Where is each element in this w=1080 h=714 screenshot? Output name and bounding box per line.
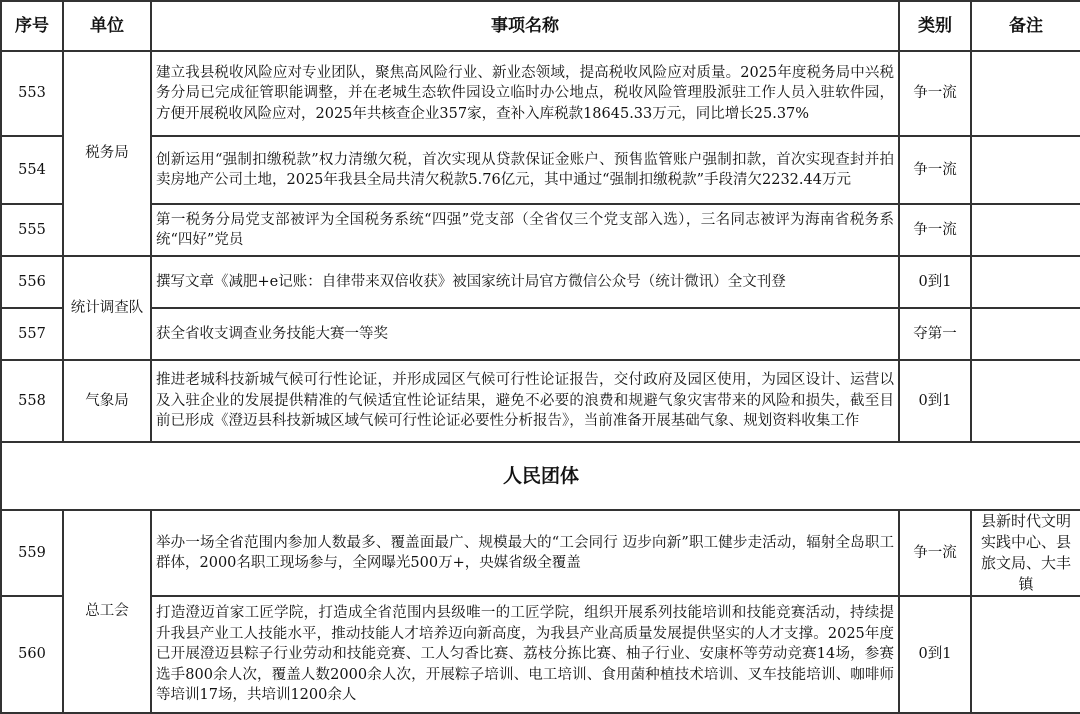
row-category: 争一流 [899, 510, 971, 596]
table-row [1, 596, 1080, 713]
row-remark [971, 596, 1080, 713]
header-remark: 备注 [971, 1, 1080, 51]
row-remark [971, 51, 1080, 136]
row-category: 争一流 [899, 204, 971, 256]
row-remark [971, 136, 1080, 204]
table-row [1, 51, 1080, 136]
row-item: 打造澄迈首家工匠学院，打造成全省范围内县级唯一的工匠学院，组织开展系列技能培训和技能竞赛活动，持续提升我县产业工人技能水平，推动技能人才培养迈向新高度，为我县产业高质量发展提供坚实的人才支撑。2025年度已开展澄迈县粽子行业劳动和技能竞赛、工人匀香比赛、荔枝分拣比赛、柚子行业、安康杯等劳动竞赛14场，参赛选手800余人次，覆盖人数2000余人次，开展粽子培训、电工培训、食用菌种植技术培训、叉车技能培训、咖啡师等培训17场，共培训1200余人 [151, 596, 899, 713]
row-item: 第一税务分局党支部被评为全国税务系统“四强”党支部（全省仅三个党支部入选），三名同志被评为海南省税务系统“四好”党员 [151, 204, 899, 256]
header-item: 事项名称 [151, 1, 899, 51]
row-no: 557 [1, 308, 63, 360]
row-item: 获全省收支调查业务技能大赛一等奖 [151, 308, 899, 360]
table-row [1, 204, 1080, 256]
row-remark [971, 308, 1080, 360]
table-row [1, 136, 1080, 204]
row-remark: 县新时代文明实践中心、县旅文局、大丰镇 [971, 510, 1080, 596]
header-category: 类别 [899, 1, 971, 51]
row-item: 撰写文章《减肥+e记账：自律带来双倍收获》被国家统计局官方微信公众号（统计微讯）全文刊登 [151, 256, 899, 308]
row-no: 556 [1, 256, 63, 308]
unit-cell: 统计调查队 [63, 256, 151, 360]
header-no: 序号 [1, 1, 63, 51]
header-unit: 单位 [63, 1, 151, 51]
row-no: 559 [1, 510, 63, 596]
table-row [1, 510, 1080, 596]
row-category: 0到1 [899, 360, 971, 442]
row-category: 0到1 [899, 596, 971, 713]
row-item: 创新运用“强制扣缴税款”权力清缴欠税，首次实现从贷款保证金账户、预售监管账户强制扣款，首次实现查封并拍卖房地产公司土地，2025年我县全局共清欠税款5.76亿元，其中通过“强制扣缴税款”手段清欠2232.44万元 [151, 136, 899, 204]
row-no: 554 [1, 136, 63, 204]
row-category: 争一流 [899, 51, 971, 136]
table-row [1, 308, 1080, 360]
unit-cell: 税务局 [63, 51, 151, 256]
row-item: 推进老城科技新城气候可行性论证，并形成园区气候可行性论证报告，交付政府及园区使用，为园区设计、运营以及入驻企业的发展提供精准的气候适宜性论证结果，避免不必要的浪费和规避气象灾害带来的风险和损失，截至目前已形成《澄迈县科技新城区域气候可行性论证必要性分析报告》，当前准备开展基础气象、规划资料收集工作 [151, 360, 899, 442]
row-remark [971, 204, 1080, 256]
header-row [1, 1, 1080, 51]
section-title: 人民团体 [1, 442, 1080, 510]
section-row [1, 442, 1080, 510]
row-no: 560 [1, 596, 63, 713]
row-category: 争一流 [899, 136, 971, 204]
table-row [1, 256, 1080, 308]
table-row [1, 360, 1080, 442]
row-no: 553 [1, 51, 63, 136]
row-no: 558 [1, 360, 63, 442]
row-remark [971, 360, 1080, 442]
row-item: 建立我县税收风险应对专业团队，聚焦高风险行业、新业态领域，提高税收风险应对质量。2025年度税务局中兴税务分局已完成征管职能调整，并在老城生态软件园设立临时办公地点，税收风险管理股派驻工作人员入驻软件园，方便开展税收风险应对，2025年共核查企业357家，查补入库税款18645.33万元，同比增长25.37% [151, 51, 899, 136]
row-category: 夺第一 [899, 308, 971, 360]
unit-cell: 总工会 [63, 510, 151, 713]
row-item: 举办一场全省范围内参加人数最多、覆盖面最广、规模最大的“工会同行 迈步向新”职工健步走活动，辐射全岛职工群体，2000名职工现场参与，全网曝光500万+，央媒省级全覆盖 [151, 510, 899, 596]
unit-cell: 气象局 [63, 360, 151, 442]
row-no: 555 [1, 204, 63, 256]
row-remark [971, 256, 1080, 308]
row-category: 0到1 [899, 256, 971, 308]
